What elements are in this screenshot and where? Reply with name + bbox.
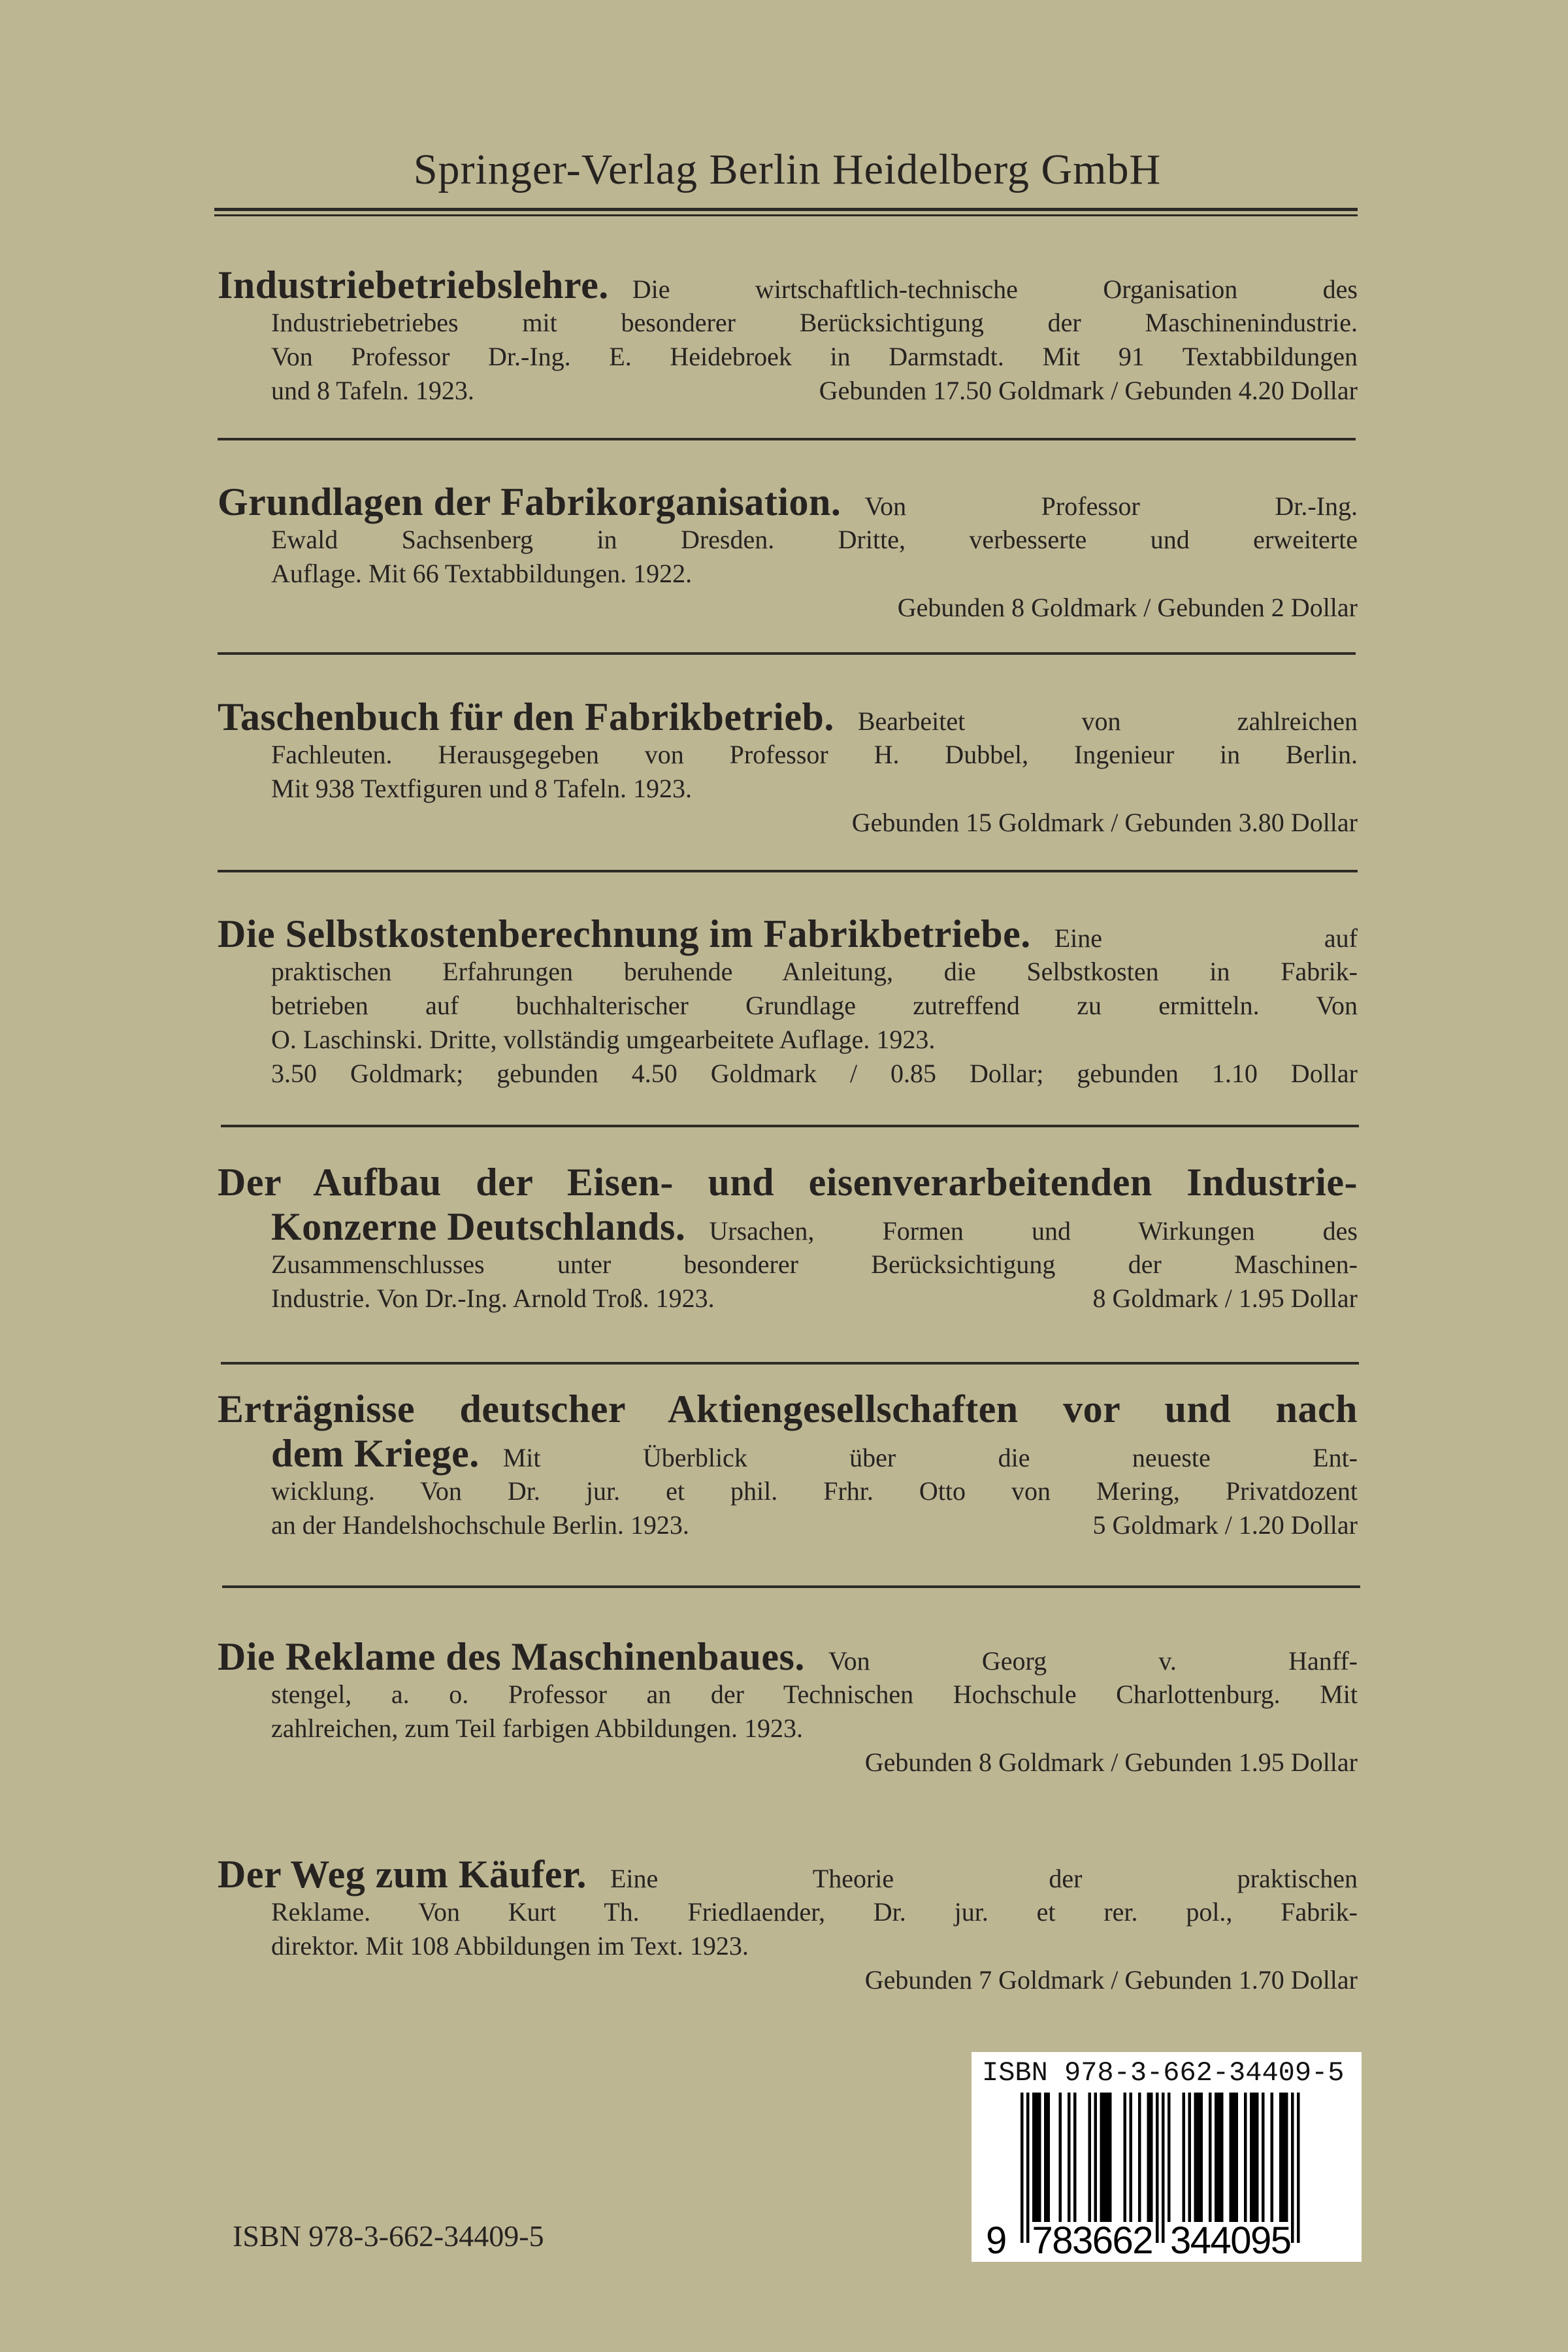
barcode-bar	[1297, 2093, 1300, 2243]
barcode-bar	[1253, 2093, 1256, 2222]
isbn-barcode	[972, 2052, 1362, 2262]
book-description: Die wirtschaftlich-technische Organisation des	[632, 274, 1358, 304]
barcode-bar	[1232, 2093, 1235, 2222]
barcode-bar	[1188, 2093, 1192, 2222]
barcode-digits: 783662	[1032, 2219, 1154, 2262]
barcode-bar	[1168, 2093, 1171, 2222]
barcode-bar	[1230, 2093, 1233, 2222]
book-description: Von Georg v. Hanff-	[828, 1646, 1358, 1676]
description-line	[271, 990, 1358, 1024]
description-line	[271, 1930, 1358, 1964]
barcode-bar	[1162, 2093, 1165, 2243]
book-entry	[218, 1852, 1358, 1998]
description-text: zahlreichen, zum Teil farbigen Abbildungen. 1923.	[271, 1714, 804, 1743]
barcode-bar	[1197, 2093, 1200, 2222]
entry-separator	[222, 1585, 1360, 1588]
book-description: Eine auf	[1054, 923, 1358, 953]
description-text: praktischen Erfahrungen beruhende Anleitung, die Selbstkosten in Fabrik-	[271, 957, 1358, 986]
barcode-bar	[1026, 2093, 1030, 2243]
description-text: Ewald Sachsenberg in Dresden. Dritte, verbesserte und erweiterte	[271, 525, 1358, 554]
barcode-bar	[1068, 2093, 1071, 2222]
barcode-bar	[1250, 2093, 1253, 2222]
book-entry	[218, 695, 1358, 841]
description-text: Zusammenschlusses unter besonderer Berücksichtigung der Maschinen-	[271, 1250, 1358, 1279]
barcode-bar	[1209, 2093, 1212, 2222]
description-line	[271, 1964, 1358, 1998]
description-line	[271, 739, 1358, 773]
description-line	[271, 1747, 1358, 1781]
price-text: Gebunden 7 Goldmark / Gebunden 1.70 Dollar	[864, 1965, 1358, 1995]
barcode-bar	[1279, 2093, 1282, 2222]
description-line	[271, 1476, 1358, 1510]
description-text: wicklung. Von Dr. jur. et phil. Frhr. Otto von Mering, Privatdozent	[271, 1476, 1358, 1506]
price-text: Gebunden 17.50 Goldmark / Gebunden 4.20 Dollar	[819, 376, 1358, 405]
book-entry	[218, 263, 1358, 409]
book-title: Taschenbuch für den Fabrikbetrieb.	[218, 695, 834, 738]
book-description: Eine Theorie der praktischen	[610, 1864, 1358, 1893]
book-description: Ursachen, Formen und Wirkungen des	[709, 1216, 1358, 1246]
barcode-bar	[1220, 2093, 1224, 2222]
description-line	[271, 956, 1358, 990]
book-entry	[218, 1160, 1358, 1317]
barcode-bar	[1100, 2093, 1103, 2222]
description-line	[271, 1249, 1358, 1283]
barcode-bar	[1194, 2093, 1198, 2222]
book-entry	[218, 1634, 1358, 1781]
description-line	[271, 592, 1358, 626]
description-text: an der Handelshochschule Berlin. 1923.	[271, 1510, 689, 1540]
description-line	[271, 773, 1358, 807]
publisher-heading: Springer-Verlag Berlin Heidelberg GmbH	[413, 146, 1162, 193]
barcode-bar	[1047, 2093, 1051, 2222]
price-text: 8 Goldmark / 1.95 Dollar	[1092, 1284, 1358, 1313]
barcode-bar	[1244, 2093, 1247, 2222]
description-line	[271, 1058, 1358, 1092]
barcode-bar	[1215, 2093, 1218, 2222]
book-title: Die Selbstkostenberechnung im Fabrikbetriebe.	[218, 912, 1031, 955]
barcode-bar	[1038, 2093, 1041, 2222]
barcode-isbn-label: ISBN 978-3-662-34409-5	[982, 2057, 1345, 2089]
isbn-text: ISBN 978-3-662-34409-5	[233, 2219, 544, 2253]
book-title: dem Kriege.	[271, 1432, 480, 1475]
description-text: Von Professor Dr.-Ing. E. Heidebroek in Darmstadt. Mit 91 Textabbildungen	[271, 342, 1358, 371]
barcode-bar	[1138, 2093, 1141, 2222]
description-text: und 8 Tafeln. 1923.	[271, 376, 474, 405]
barcode-bar	[1106, 2093, 1109, 2222]
book-description: Von Professor Dr.-Ing.	[864, 491, 1358, 521]
description-text: Industriebetriebes mit besonderer Berücksichtigung der Maschinenindustrie.	[271, 308, 1358, 337]
barcode-bar	[1059, 2093, 1062, 2222]
barcode-bar	[1130, 2093, 1133, 2222]
barcode-bar	[1036, 2093, 1039, 2222]
description-line	[271, 524, 1358, 558]
book-description: Mit Überblick über die neueste Ent-	[502, 1443, 1358, 1472]
barcode-bar	[1044, 2093, 1047, 2222]
entry-separator	[218, 652, 1356, 655]
description-text: Reklame. Von Kurt Th. Friedlaender, Dr. jur. et rer. pol., Fabrik-	[271, 1897, 1358, 1927]
book-title: Industriebetriebslehre.	[218, 263, 609, 306]
book-title: Konzerne Deutschlands.	[271, 1205, 686, 1248]
barcode-bar	[1235, 2093, 1239, 2222]
entry-separator	[221, 1362, 1359, 1365]
book-entry	[218, 912, 1358, 1092]
entry-separator	[218, 438, 1356, 440]
book-title: Die Reklame des Maschinenbaues.	[218, 1635, 805, 1678]
price-text: Gebunden 8 Goldmark / Gebunden 1.95 Dollar	[864, 1747, 1358, 1777]
header-double-rule	[214, 208, 1358, 216]
description-text: direktor. Mit 108 Abbildungen im Text. 1923.	[271, 1931, 749, 1961]
description-line	[271, 1713, 1358, 1747]
description-text: stengel, a. o. Professor an der Technischen Hochschule Charlottenburg. Mit	[271, 1680, 1358, 1709]
barcode-bar	[1256, 2093, 1259, 2222]
book-entry	[218, 480, 1358, 626]
description-text: Industrie. Von Dr.-Ing. Arnold Troß. 1923.	[271, 1284, 715, 1313]
description-text: betrieben auf buchhalterischer Grundlage zutreffend zu ermitteln. Von	[271, 991, 1358, 1020]
description-line	[271, 307, 1358, 341]
description-line	[271, 341, 1358, 375]
description-line	[271, 375, 1358, 409]
description-text: Mit 938 Textfiguren und 8 Tafeln. 1923.	[271, 774, 692, 803]
price-text: Gebunden 8 Goldmark / Gebunden 2 Dollar	[897, 593, 1358, 622]
description-text: O. Laschinski. Dritte, vollständig umgearbeitete Auflage. 1923.	[271, 1025, 936, 1054]
barcode-bar	[1262, 2093, 1265, 2222]
barcode-bar	[1124, 2093, 1127, 2222]
book-title-line: Erträgnisse deutscher Aktiengesellschaften vor und nach	[218, 1387, 1358, 1431]
barcode-bar	[1103, 2093, 1106, 2222]
entry-separator	[221, 1125, 1359, 1127]
description-line	[271, 558, 1358, 592]
barcode-bar	[1094, 2093, 1098, 2222]
barcode-bar	[1218, 2093, 1221, 2222]
barcode-digits: 9	[986, 2219, 1007, 2262]
book-title-line: Der Aufbau der Eisen- und eisenverarbeitenden Industrie-	[218, 1161, 1358, 1204]
book-title: Grundlagen der Fabrikorganisation.	[218, 480, 841, 523]
barcode-bar	[1147, 2093, 1151, 2222]
barcode-bar	[1282, 2093, 1286, 2222]
price-text: Gebunden 15 Goldmark / Gebunden 3.80 Dollar	[851, 808, 1358, 837]
barcode-bar	[1200, 2093, 1203, 2222]
barcode-bar	[1150, 2093, 1153, 2222]
barcode-digits: 344095	[1170, 2219, 1292, 2262]
barcode-bar	[1271, 2093, 1274, 2222]
barcode-bar	[1032, 2093, 1036, 2222]
description-line	[271, 807, 1358, 841]
book-entry	[218, 1387, 1358, 1544]
barcode-bar	[1183, 2093, 1186, 2222]
description-line	[271, 1897, 1358, 1930]
book-title: Der Weg zum Käufer.	[218, 1853, 587, 1896]
description-line	[271, 1679, 1358, 1713]
description-text: Auflage. Mit 66 Textabbildungen. 1922.	[271, 559, 693, 588]
price-text: 5 Goldmark / 1.20 Dollar	[1092, 1510, 1358, 1540]
barcode-bar	[1073, 2093, 1077, 2222]
book-description: Bearbeitet von zahlreichen	[857, 706, 1358, 736]
description-line	[271, 1024, 1358, 1058]
entry-separator	[218, 870, 1358, 872]
description-line	[271, 1283, 1358, 1317]
description-line	[271, 1510, 1358, 1544]
barcode-bar	[1109, 2093, 1112, 2222]
description-text: 3.50 Goldmark; gebunden 4.50 Goldmark / 0.85 Dollar; gebunden 1.10 Dollar	[271, 1059, 1358, 1088]
barcode-bar	[1088, 2093, 1092, 2222]
description-text: Fachleuten. Herausgegeben von Professor H. Dubbel, Ingenieur in Berlin.	[271, 740, 1358, 769]
barcode-bar	[1156, 2093, 1159, 2243]
barcode-bar	[1021, 2093, 1024, 2243]
barcode-bar	[1285, 2093, 1288, 2222]
